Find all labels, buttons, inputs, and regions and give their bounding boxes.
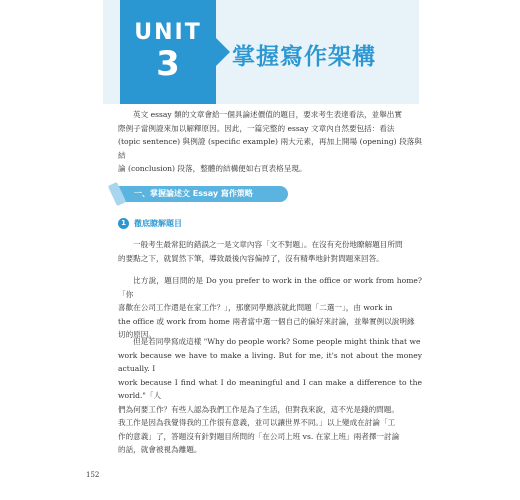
intro-line: 英文 essay 類的文章會給一個具論述價值的題目，要求考生表達看法，並舉出實 <box>133 110 402 119</box>
unit-label: UNIT <box>134 20 202 45</box>
paragraph-line: work because we have to make a living. But for me, it's not about the money actually. I <box>118 350 422 373</box>
subsection-title: 徹底瞭解題目 <box>134 219 182 228</box>
paragraph-2 <box>118 274 422 342</box>
paragraph-line: 的要點之下，就貿然下筆，導致最後內容偏掉了，沒有精準地針對問題來回答。 <box>118 253 384 263</box>
subsection-number: 1 <box>118 218 129 229</box>
paragraph-line: the office 或 work from home 兩者當中選一個自己的偏好來討論，並舉實例以說明緣 <box>118 316 415 326</box>
paragraph-3 <box>118 335 422 457</box>
section-heading: 一、掌握論述文 Essay 寫作策略 <box>134 189 253 198</box>
paragraph-line: 作的意義」了，答題沒有針對題目所問的「在公司上班 vs. 在家上班」兩者擇一討論 <box>118 431 400 441</box>
paragraph-1 <box>118 238 422 265</box>
paragraph-line: work because I find what I do meaningful and I can make a difference to the world."「人 <box>118 377 422 400</box>
page-number: 152 <box>86 471 100 479</box>
paragraph-line: 們為何要工作？有些人認為我們工作是為了生活，但對我來說，這不光是錢的問題。 <box>118 404 399 414</box>
paragraph-line: 我工作是因為我覺得我的工作很有意義，並可以讓世界不同。」以上變成在討論「工 <box>118 418 396 427</box>
paragraph-line: 一般考生最常犯的錯誤之一是文章內容「文不對題」。在沒有充份地瞭解題目所問 <box>133 240 403 249</box>
intro-line: 際例子當例證來加以解釋原因。因此，一篇完整的 essay 文章內自然要包括：看法 <box>118 123 395 133</box>
paragraph-line: 喜歡在公司工作還是在家工作？」，那麼同學應該就此問題「二選一」，由 work in <box>118 303 393 312</box>
paragraph-line: 但是若同學寫成這樣 "Why do people work? Some people might think that we <box>133 337 421 346</box>
paragraph-line: 的話，就會被視為離題。 <box>118 445 202 454</box>
unit-number: 3 <box>156 44 180 84</box>
paragraph-line: 比方說，題目問的是 Do you prefer to work in the office or work from home?「你 <box>118 276 422 299</box>
intro-line: 論 (conclusion) 段落，整體的結構便如右頁表格呈現。 <box>118 164 307 173</box>
unit-title: 掌握寫作架構 <box>232 44 376 70</box>
intro-line: (topic sentence) 與例證 (specific example) 兩大元素，再加上開場 (opening) 段落與結 <box>118 137 422 160</box>
unit-badge <box>120 0 216 104</box>
paragraph-line: 切的原因。 <box>118 330 156 339</box>
intro-paragraph <box>118 108 422 176</box>
